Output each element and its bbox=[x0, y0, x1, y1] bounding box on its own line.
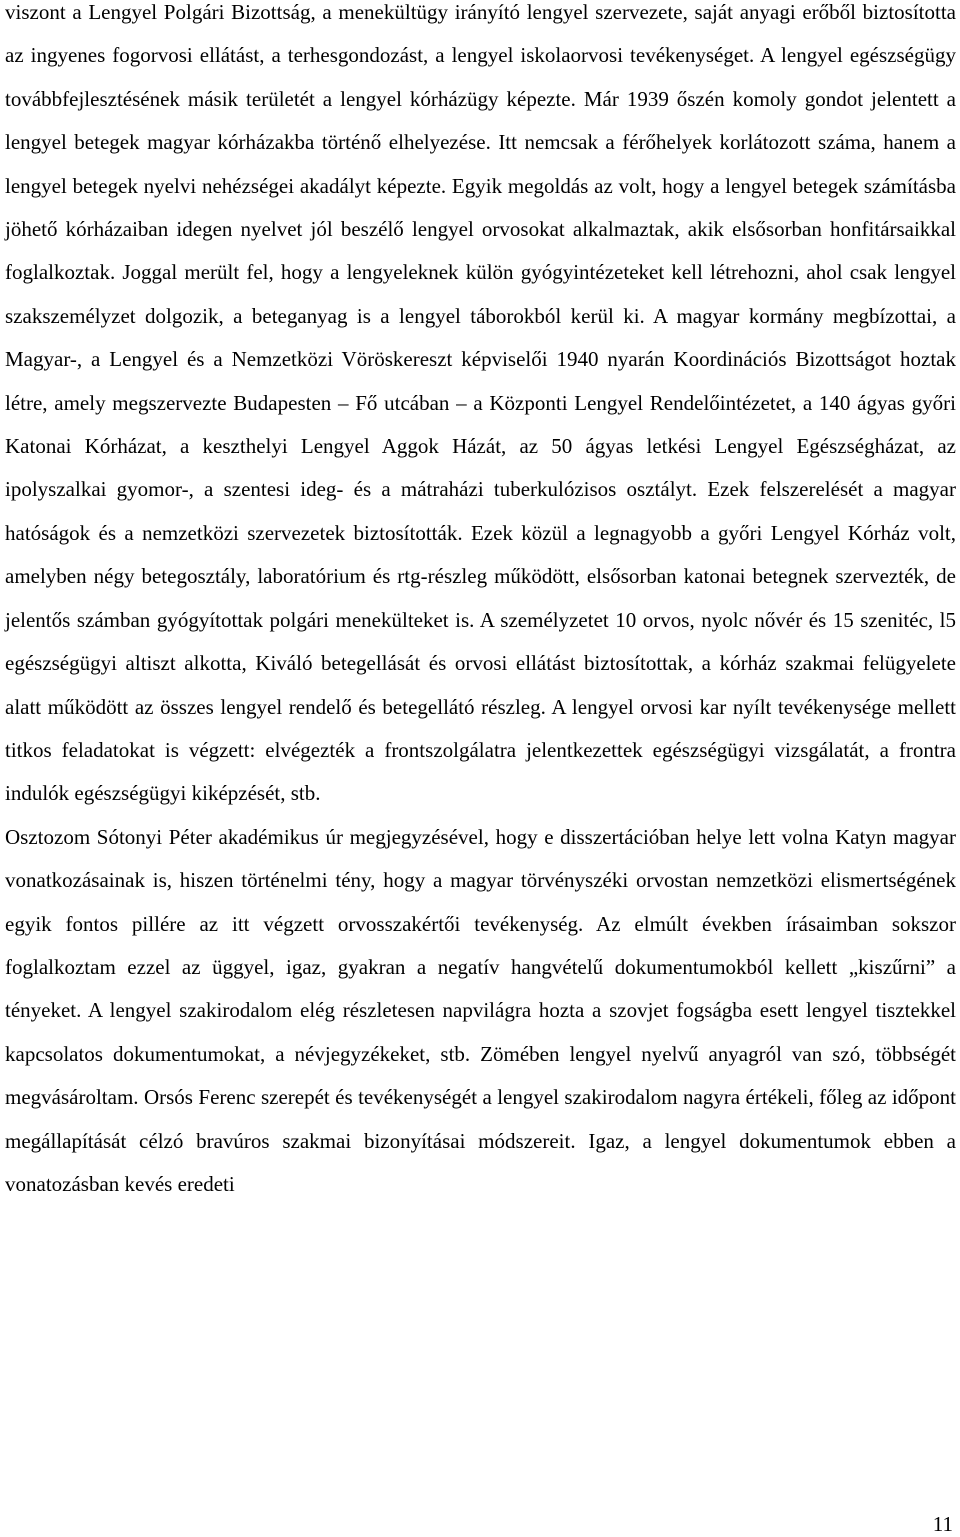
page-number: 11 bbox=[932, 1512, 953, 1536]
document-page bbox=[5, 0, 956, 1206]
body-paragraph: viszont a Lengyel Polgári Bizottság, a menekültügy irányító lengyel szervezete, saját anyagi erőből biztosította az ingyenes fogorvosi ellátást, a terhesgondozást, a lengyel iskolaorvosi tevékenységet. A lengyel egészségügy továbbfejlesztésének másik területét a lengyel kórházügy képezte. Már 1939 őszén komoly gondot jelentett a lengyel betegek magyar kórházakba történő elhelyezése. Itt nemcsak a férőhelyek korlátozott száma, hanem a lengyel betegek nyelvi nehézségei akadályt képezte. Egyik megoldás az volt, hogy a lengyel betegek számításba jöhető kórházaiban idegen nyelvet jól beszélő lengyel orvosokat alkalmaztak, akik elsősorban honfitársaikkal foglalkoztak. Joggal merült fel, hogy a lengyeleknek külön gyógyintézeteket kell létrehozni, ahol csak lengyel szakszemélyzet dolgozik, a beteganyag is a lengyel táborokból kerül ki. A magyar kormány megbízottai, a Magyar-, a Lengyel és a Nemzetközi Vöröskereszt képviselői 1940 nyarán Koordinációs Bizottságot hoztak létre, amely megszervezte Budapesten – Fő utcában – a Központi Lengyel Rendelőintézetet, a 140 ágyas győri Katonai Kórházat, a keszthelyi Lengyel Aggok Házát, az 50 ágyas letkési Lengyel Egészségházat, az ipolyszalkai gyomor-, a szentesi ideg- és a mátraházi tuberkulózisos osztályt. Ezek felszerelését a magyar hatóságok és a nemzetközi szervezetek biztosították. Ezek közül a legnagyobb a győri Lengyel Kórház volt, amelyben négy betegosztály, laboratórium és rtg-részleg működött, elsősorban katonai betegnek szervezték, de jelentős számban gyógyítottak polgári menekülteket is. A személyzetet 10 orvos, nyolc nővér és 15 szenitéc, l5 egészségügyi altiszt alkotta, Kiváló betegellását és orvosi ellátást biztosítottak, a kórház szakmai felügyelete alatt működött az összes lengyel rendelő és betegellátó részleg. A lengyel orvosi kar nyílt tevékenysége mellett titkos feladatokat is végzett: elvégezték a frontszolgálatra jelentkezettek egészségügyi vizsgálatát, a frontra indulók egészségügyi kiképzését, stb. bbox=[5, 0, 956, 806]
body-paragraph: Osztozom Sótonyi Péter akadémikus úr megjegyzésével, hogy e disszertációban helye lett volna Katyn magyar vonatkozásainak is, hiszen történelmi tény, hogy a magyar törvényszéki orvostan nemzetközi elismertségének egyik fontos pillére az itt végzett orvosszakértői tevékenység. Az elmúlt években írásaimban sokszor foglalkoztam ezzel az üggyel, igaz, gyakran a negatív hangvételű dokumentumokból kellett „kiszűrni” a tényeket. A lengyel szakirodalom elég részletesen napvilágra hozta a szovjet fogságba esett lengyel tisztekkel kapcsolatos dokumentumokat, a névjegyzékeket, stb. Zömében lengyel nyelvű anyagról van szó, többségét megvásároltam. Orsós Ferenc szerepét és tevékenységét a lengyel szakirodalom nagyra értékeli, főleg az időpont megállapítását célzó bravúros szakmai bizonyításai módszereit. Igaz, a lengyel dokumentumok ebben a vonatozásban kevés eredeti bbox=[5, 824, 956, 1196]
